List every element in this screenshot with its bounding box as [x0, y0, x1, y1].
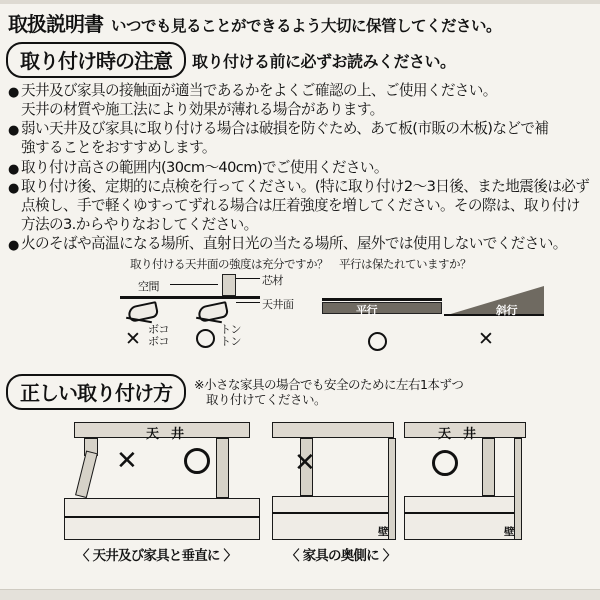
panel2-wall-label: 壁 — [378, 526, 388, 539]
section-cautions-heading — [6, 42, 600, 78]
bullet-line: 点検し、手で軽くゆすってずれる場合は圧着強度を増してください。その際は、取り付け — [21, 197, 580, 215]
panel3-ceiling-label: 天 井 — [438, 427, 476, 443]
label-core: 芯材 — [262, 274, 283, 288]
bullet-body — [21, 120, 548, 157]
mark-good-solid — [196, 329, 215, 348]
sloped-ceiling-base — [444, 314, 544, 316]
bullet-line: 火のそばや高温になる場所、直射日光の当たる場所、屋外では使用しないでください。 — [21, 235, 567, 253]
bullet-marker: ● — [8, 123, 20, 139]
bullet-marker: ● — [8, 85, 20, 100]
bullet-marker: ● — [8, 181, 20, 197]
panel1-furniture — [64, 498, 260, 540]
label-gap: 空間 — [138, 280, 159, 294]
bullet-line: 強することをおすすめします。 — [21, 139, 216, 157]
section-correct-install-note — [194, 377, 463, 407]
page-bottom-edge — [0, 589, 600, 600]
list-item — [8, 120, 592, 157]
page-title: 取扱説明書 — [8, 12, 103, 36]
document-header — [0, 4, 600, 37]
panel3-pole-good — [482, 438, 495, 496]
label-bad-sound: ボコ ボコ — [148, 323, 169, 348]
bullet-body — [21, 82, 497, 119]
section-cautions-note: 取り付ける前に必ずお読みください。 — [192, 51, 456, 71]
panel1-furniture-shelfline — [64, 516, 260, 518]
panel1-mark-good — [184, 448, 210, 474]
bullet-line: 天井の材質や施工法により効果が薄れる場合があります。 — [21, 100, 384, 118]
list-item — [8, 178, 592, 234]
label-slope: 斜行 — [496, 304, 517, 318]
panel1-caption: 〈 天井及び家具と垂直に 〉 — [76, 548, 237, 565]
page-subtitle: いつでも見ることができるよう大切に保管してください。 — [111, 17, 502, 35]
bullet-line: 天井及び家具の接触面が適当であるかをよくご確認の上、ご使用ください。 — [21, 82, 497, 99]
bullet-body — [21, 178, 589, 234]
level-ceiling-top — [322, 298, 442, 301]
panel1-pole-good — [216, 438, 229, 498]
leader-line-core — [236, 278, 260, 279]
bullet-body — [21, 159, 388, 178]
list-item — [8, 82, 592, 119]
list-item — [8, 235, 592, 254]
section-correct-install-heading — [6, 374, 600, 410]
install-examples-diagram — [0, 412, 600, 565]
panel2-mark-bad: ✕ — [294, 448, 316, 479]
panel3-furniture-shelfline — [404, 512, 522, 514]
note-line: ※小さな家具の場合でも安全のために左右1本ずつ — [194, 377, 464, 393]
label-ceiling-face: 天井面 — [262, 298, 294, 312]
core-material-block — [222, 274, 236, 296]
panel2-ceiling — [272, 422, 394, 438]
panel2-furniture-shelfline — [272, 512, 394, 514]
ceiling-check-diagram — [0, 256, 600, 374]
bullet-marker: ● — [8, 161, 20, 177]
bullet-line: 取り付け高さの範囲内(30cm〜40cm)でご使用ください。 — [21, 158, 388, 176]
diagram-caption: 取り付ける天井面の強度は充分ですか？ 平行は保たれていますか？ — [130, 257, 471, 272]
section-correct-install-pill: 正しい取り付け方 — [6, 374, 186, 410]
section-cautions-pill: 取り付け時の注意 — [6, 42, 186, 78]
mark-bad-slope: ✕ — [478, 328, 494, 351]
panel1-pole-bad — [75, 451, 98, 499]
panel3-wall — [514, 438, 522, 540]
panel3-wall-label: 壁 — [504, 526, 514, 539]
panel2-wall — [388, 438, 396, 540]
page-content — [0, 4, 600, 590]
panel1-mark-bad: ✕ — [116, 446, 138, 477]
bullet-line: 方法の3.からやりなおしてください。 — [21, 215, 258, 233]
list-item — [8, 159, 592, 178]
panel2-caption: 〈 家具の奥側に 〉 — [286, 548, 396, 565]
ceiling-surface-line — [120, 296, 260, 299]
panel3-mark-good — [432, 450, 458, 476]
leader-line-gap — [170, 284, 218, 285]
note-line: 取り付けてください。 — [194, 392, 327, 408]
label-level: 平行 — [356, 304, 377, 318]
panel1-ceiling-label: 天 井 — [146, 427, 184, 443]
mark-bad-hollow: ✕ — [125, 328, 141, 351]
panel2-furniture — [272, 496, 394, 540]
bullet-marker: ● — [8, 238, 20, 254]
bullet-line: 弱い天井及び家具に取り付ける場合は破損を防ぐため、あて板(市販の木板)などで補 — [21, 120, 549, 138]
level-ceiling-block — [322, 302, 442, 314]
bullet-line: 取り付け後、定期的に点検を行ってください。(特に取り付け2〜3日後、また地震後は必ず — [21, 178, 590, 196]
caution-list — [8, 82, 592, 254]
bullet-body — [21, 235, 567, 254]
label-good-sound: トン トン — [220, 323, 241, 348]
sloped-ceiling-block — [444, 286, 544, 316]
mark-good-level — [368, 332, 387, 351]
leader-line-ceiling-face — [236, 302, 260, 303]
